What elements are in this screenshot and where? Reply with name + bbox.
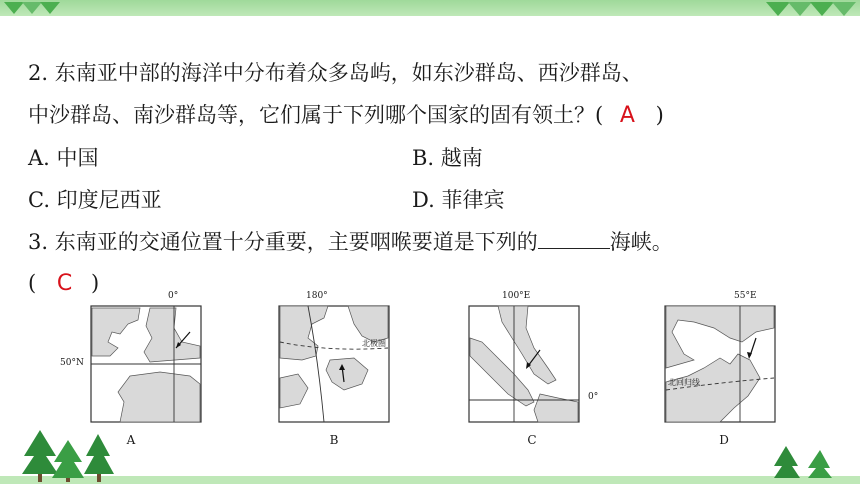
question-3-close-paren: ) (90, 271, 100, 295)
map-d-meridian-label: 55°E (734, 291, 757, 301)
option-c: C. 印度尼西亚 (28, 188, 162, 212)
tree-icon (772, 444, 842, 484)
map-d-label: D (719, 433, 729, 447)
question-3-answer: C (56, 271, 73, 296)
map-a-parallel-label: 50°N (60, 358, 84, 368)
question-2-close-paren: ) (655, 103, 664, 127)
question-2-line-2 (28, 100, 664, 131)
leaf-decoration-icon (760, 0, 860, 22)
map-c (468, 298, 580, 426)
question-3-stem-end: 海峡。 (609, 230, 673, 254)
map-c-meridian-label: 100°E (502, 291, 531, 301)
option-b: B. 越南 (412, 146, 483, 170)
map-c-parallel-label: 0° (588, 392, 599, 402)
question-3-stem: 3. 东南亚的交通位置十分重要，主要咽喉要道是下列的 (28, 230, 538, 254)
top-banner (0, 0, 860, 16)
option-a: A. 中国 (28, 146, 99, 170)
question-2-line-1: 2. 东南亚中部的海洋中分布着众多岛屿，如东沙群岛、西沙群岛、 (28, 61, 643, 85)
tree-icon (20, 426, 120, 484)
map-d-circle-label: 北回归线 (668, 378, 700, 387)
answer-blank (538, 228, 610, 249)
question-2-stem: 中沙群岛、南沙群岛等，它们属于下列哪个国家的固有领土？( (28, 103, 604, 127)
footer-decoration (0, 458, 860, 484)
question-2-answer: A (619, 103, 635, 128)
map-c-label: C (527, 433, 537, 447)
map-a-meridian-label: 0° (168, 291, 179, 301)
option-d: D. 菲律宾 (412, 188, 505, 212)
question-3-line-1 (28, 227, 673, 257)
map-a-label: A (126, 433, 136, 447)
map-b-circle-label: 北极圈 (362, 339, 386, 348)
map-b-meridian-label: 180° (306, 291, 328, 301)
map-d (664, 298, 776, 426)
map-b (278, 298, 390, 426)
question-3-open-paren: ( (28, 271, 37, 295)
question-3-line-2 (28, 268, 99, 299)
map-a (90, 298, 202, 426)
leaf-decoration-icon (0, 0, 70, 20)
map-b-label: B (329, 433, 339, 447)
